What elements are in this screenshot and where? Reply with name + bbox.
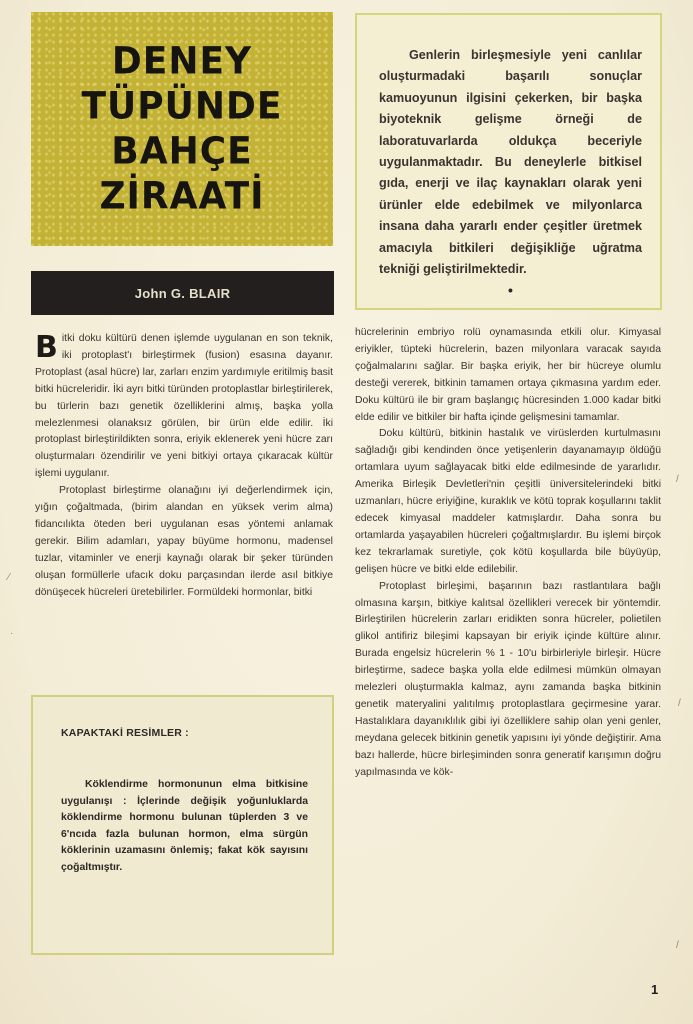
paragraph: Protoplast birleşimi, başarının bazı rastlantılara bağlı olmasına karşın, bitkiye kalıtsal özellikleri verecek bir yöntemdir. Birleştirilen hücrelerin zarları eridikten sonra hücreler, polietilen glikol antifiriz bileşimi kapsayan bir eriyik içinde kültüre alınır. Burada engelsiz hücrelerin % 1 - 10'u birbirleriyle birleşir. Hücre birleştirme, sadece başka yolla elde edilmesi mümkün olmayan melezleri oluşturmakla kalmaz, aynı zamanda başka bitkinin genetik materyalini yalıtılmış protoplastlara geçirmesine yarar. Hastalıklara dayanıklılık gibi iyi özelliklere sahip olan yeni genler, meydana gelecek bitkinin genetik yapısını iyi yönde değiştirir. Ama bazı hallerde, hücre birleşiminden sonra generatif karışımın doğru yapılmasında ve kök- bbox=[355, 580, 661, 778]
margin-speck: / bbox=[678, 698, 681, 709]
title-block bbox=[31, 12, 333, 246]
title-line: BAHÇE bbox=[111, 129, 253, 174]
intro-text: Genlerin birleşmesiyle yeni canlılar oluşturmadaki başarılı sonuçlar kamuoyunun ilgisini çekerken, bir başka biyoteknik gelişme örneği de laboratuvarlarda oldukça beceriyle uygulanmaktadır. Bu deneylerle bitkisel gıda, enerji ve ilaç kaynakları olarak yeni ürünler elde edebilmek ve milyonlarca insana daha yararlı ender çeşitler üretmek amacıyla bitkileri değişikliğe uğratma tekniği geliştirilmektedir. bbox=[379, 48, 642, 277]
caption-text: Köklendirme hormonunun elma bitkisine uygulanışı : İçlerinde değişik yoğunluklarda köklendirme hormonu bulunan tüplerden 3 ve 6'ncıda fazla bulunan hormon, elma sürgün köklerinin uzamasını önlemiş; fakat kök sayısını çoğaltmıştır. bbox=[61, 779, 308, 873]
right-column bbox=[355, 325, 661, 781]
author-name: John G. BLAIR bbox=[134, 285, 231, 301]
caption-title: KAPAKTAKİ RESİMLER : bbox=[61, 727, 189, 739]
margin-speck: / bbox=[676, 474, 679, 485]
margin-speck: ⁄ bbox=[8, 572, 10, 583]
paragraph: Protoplast birleştirme olanağını iyi değerlendirmek için, yığın çoğaltmada, (birim alandan en yüksek verim alma) fidancılıkta öteden beri uygulanan esas yöntemi anlamak gerekir. Bilim adamları, yapay büyüme hormonu, madensel tuzlar, vitaminler ve enerji kaynağı olarak bir şeker türünden oluşan formüllerle ufacık doku parçasından ilerde asıl bitkiye dönüşecek hücreleri üretebilirler. Formüldeki hormonlar, bitki bbox=[35, 485, 333, 598]
intro-box bbox=[355, 13, 662, 310]
title-line: DENEY bbox=[111, 39, 253, 84]
cover-caption-box bbox=[31, 695, 334, 955]
title-line: ZİRAATİ bbox=[99, 174, 265, 219]
paragraph-text: itki doku kültürü denen işlemde uygulanan en son teknik, iki protoplast'ı birleştirmek (fusion) esasına dayanır. Protoplast (asal hücre) lar, zarları enzim yardımıyle eritilmiş basit bitki hücreleridir. İki ayrı bitki türünden protoplastlar birleştirilerek, bu türlerin bazı genetik özelliklerini almış, başka yolla melezlenmesi olanaksız görülen, bir ürün elde edilir. İki protoplast birleştirildikten sonra, eriyik eklenerek yeni hücre zarı oluşturmaları özendirilir ve yeni bitkiyi ortaya çıkaracak kültür işlemi uygulanır. bbox=[35, 333, 333, 480]
left-column bbox=[35, 331, 333, 602]
margin-speck: / bbox=[676, 940, 679, 951]
paragraph: Doku kültürü, bitkinin hastalık ve virüslerden kurtulmasını sağladığı gibi kendinden önce yetişenlerin dayanamayıp öldüğü ortamlara uyum sağlayacak bitki elde edilmesinde de yararlıdır. Amerika Birleşik Devletleri'nin çeşitli üniversitelerindeki bitki uzmanları, hücre eriyiğine, kuraklık ve kötü toprak koşullarını taklit edecek kimyasal maddeler katmışlardır. Daha sonra bu ortamlarda yaşayabilen hücreleri çoğaltmışlardır. Bu işlemi birçok kez tekrarlamak suretiyle, çok kötü koşullarda bile büyüyüp, gelişen hücre ve bitki elde edilebilir. bbox=[355, 428, 661, 575]
paragraph: hücrelerinin embriyo rolü oynamasında etkili olur. Kimyasal eriyikler, tüpteki hücrelerin, bazen milyonlara varacak sayıda çoğalmalarını sağlar. Bir başka eriyik, her bir hücreye olumlu desteği vererek, bitkinin tamamen ortaya çıkmasına yardım eder. Doku kültürü ile bir gram başlangıç hücresinden 1.000 kadar bitki elde edilir ve bitkiler bir hafta içinde gelişmesini tamamlar. bbox=[355, 327, 661, 423]
drop-cap: B bbox=[35, 330, 58, 365]
title-line: TÜPÜNDE bbox=[81, 84, 283, 129]
margin-speck: · bbox=[10, 628, 14, 639]
paragraph bbox=[35, 331, 333, 483]
author-bar bbox=[31, 271, 334, 315]
end-mark: • bbox=[508, 282, 513, 299]
page-number: 1 bbox=[651, 982, 659, 997]
